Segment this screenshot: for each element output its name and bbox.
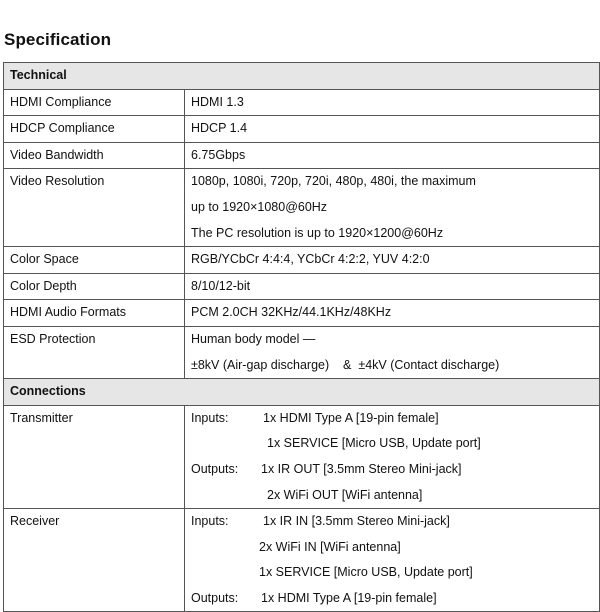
row-label: Receiver [4,509,185,612]
table-row [4,273,600,300]
value-line: 1080p, 1080i, 720p, 720i, 480p, 480i, the maximum [191,174,476,189]
value-line: 1x SERVICE [Micro USB, Update port] [267,436,481,451]
row-label: Transmitter [4,405,185,508]
value-line: 1x SERVICE [Micro USB, Update port] [259,565,473,580]
row-label: HDMI Audio Formats [4,300,185,327]
row-value [185,169,600,247]
value-line: RGB/YCbCr 4:4:4, YCbCr 4:2:2, YUV 4:2:0 [191,252,430,267]
section-header-technical [4,63,600,90]
row-label: HDMI Compliance [4,89,185,116]
section-header-connections [4,379,600,406]
table-row [4,405,600,508]
row-value [185,116,600,143]
value-line: PCM 2.0CH 32KHz/44.1KHz/48KHz [191,305,392,320]
io-item: 1x IR OUT [3.5mm Stereo Mini-jack] [261,461,462,476]
value-line: HDCP 1.4 [191,121,248,136]
value-line: up to 1920×1080@60Hz [191,199,328,214]
table-row [4,89,600,116]
row-value [185,300,600,327]
row-label: Color Depth [4,273,185,300]
row-value [185,273,600,300]
table-row [4,142,600,169]
section-label: Technical [4,63,600,90]
table-row [4,509,600,612]
inputs-key: Inputs: [191,410,229,425]
row-value [185,89,600,116]
value-line [191,509,599,535]
value-line: The PC resolution is up to 1920×1200@60Hz [191,225,444,240]
value-line [191,586,599,612]
value-line: 2x WiFi IN [WiFi antenna] [259,539,401,554]
row-label: Color Space [4,247,185,274]
table-row [4,300,600,327]
row-value [185,142,600,169]
value-line [191,406,599,432]
inputs-key: Inputs: [191,514,229,529]
value-line: HDMI 1.3 [191,94,244,109]
outputs-key: Outputs: [191,590,239,605]
row-value [185,405,600,508]
row-label: ESD Protection [4,326,185,378]
section-label: Connections [4,379,600,406]
value-line: ±8kV (Air-gap discharge) & ±4kV (Contact discharge) [191,357,500,372]
table-row [4,116,600,143]
value-line: Human body model — [191,331,316,346]
value-line [191,457,599,483]
io-item: 1x HDMI Type A [19-pin female] [263,410,439,425]
table-row [4,247,600,274]
row-label: Video Resolution [4,169,185,247]
row-label: Video Bandwidth [4,142,185,169]
spec-table [3,62,600,612]
io-item: 1x IR IN [3.5mm Stereo Mini-jack] [263,514,450,529]
value-line: 8/10/12-bit [191,278,251,293]
value-line: 2x WiFi OUT [WiFi antenna] [267,487,423,502]
row-label: HDCP Compliance [4,116,185,143]
page-title: Specification [4,30,112,49]
table-row [4,169,600,247]
outputs-key: Outputs: [191,461,239,476]
table-row [4,326,600,378]
value-line: 6.75Gbps [191,147,246,162]
row-value [185,326,600,378]
row-value [185,509,600,612]
row-value [185,247,600,274]
io-item: 1x HDMI Type A [19-pin female] [261,590,437,605]
